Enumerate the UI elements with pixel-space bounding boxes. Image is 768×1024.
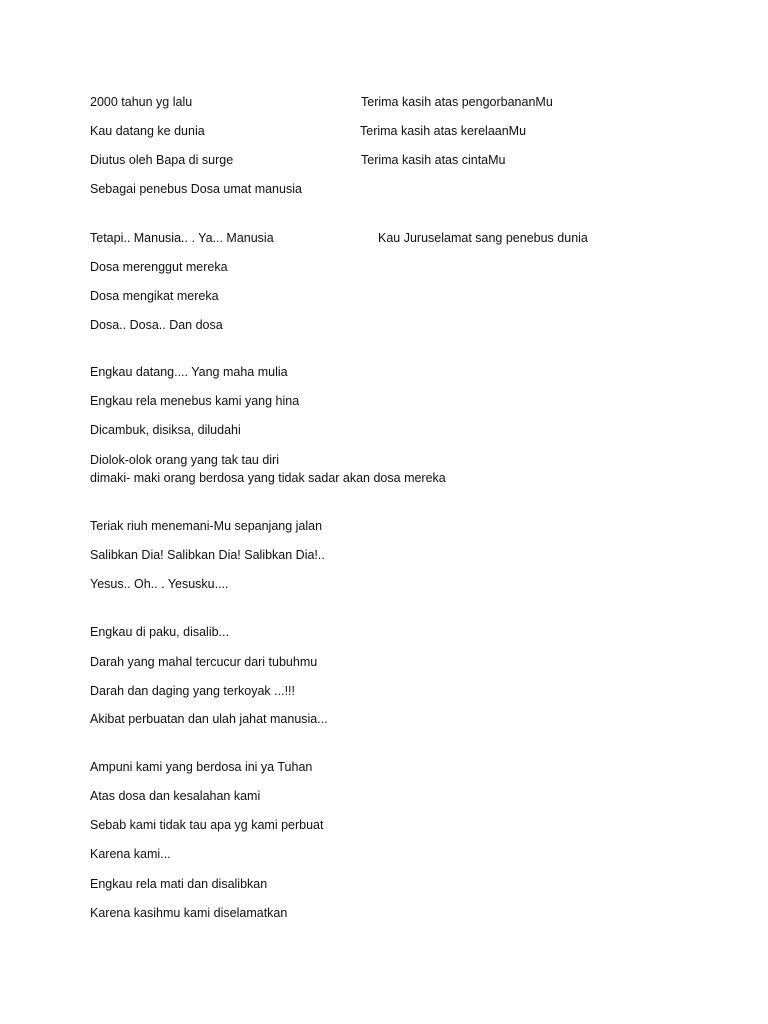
poem-line: Akibat perbuatan dan ulah jahat manusia...	[90, 712, 328, 726]
poem-line: Engkau di paku, disalib...	[90, 625, 229, 639]
poem-line-right: Terima kasih atas cintaMu	[361, 153, 506, 167]
poem-line: Dosa mengikat mereka	[90, 289, 219, 303]
poem-line-right: Terima kasih atas kerelaanMu	[360, 124, 527, 138]
poem-line: Diutus oleh Bapa di surge	[90, 153, 234, 167]
poem-line-right: Terima kasih atas pengorbananMu	[361, 95, 553, 109]
poem-line: Karena kasihmu kami diselamatkan	[90, 906, 288, 920]
poem-line: Salibkan Dia! Salibkan Dia! Salibkan Dia!..	[90, 548, 325, 562]
poem-line: Diolok-olok orang yang tak tau diri	[90, 453, 279, 467]
poem-line: Dicambuk, disiksa, diludahi	[90, 423, 241, 437]
poem-line: 2000 tahun yg lalu	[90, 95, 193, 109]
poem-line: Dosa merenggut mereka	[90, 260, 228, 274]
poem-line: Sebab kami tidak tau apa yg kami perbuat	[90, 818, 324, 832]
poem-line: Engkau rela menebus kami yang hina	[90, 394, 300, 408]
poem-line-right: Kau Juruselamat sang penebus dunia	[378, 231, 588, 245]
poem-line: dimaki- maki orang berdosa yang tidak sadar akan dosa mereka	[90, 471, 446, 485]
poem-line: Darah yang mahal tercucur dari tubuhmu	[90, 655, 318, 669]
poem-line: Ampuni kami yang berdosa ini ya Tuhan	[90, 760, 313, 774]
poem-line: Karena kami...	[90, 847, 171, 861]
poem-line: Tetapi.. Manusia.. . Ya... Manusia	[90, 231, 274, 245]
poem-line: Dosa.. Dosa.. Dan dosa	[90, 318, 223, 332]
poem-line: Darah dan daging yang terkoyak ...!!!	[90, 684, 295, 698]
poem-line: Teriak riuh menemani-Mu sepanjang jalan	[90, 519, 323, 533]
poem-line: Yesus.. Oh.. . Yesusku....	[90, 577, 229, 591]
poem-line: Engkau datang.... Yang maha mulia	[90, 365, 288, 379]
poem-line: Kau datang ke dunia	[90, 124, 205, 138]
poem-line: Atas dosa dan kesalahan kami	[90, 789, 261, 803]
poem-line: Sebagai penebus Dosa umat manusia	[90, 182, 302, 196]
poem-line: Engkau rela mati dan disalibkan	[90, 877, 268, 891]
